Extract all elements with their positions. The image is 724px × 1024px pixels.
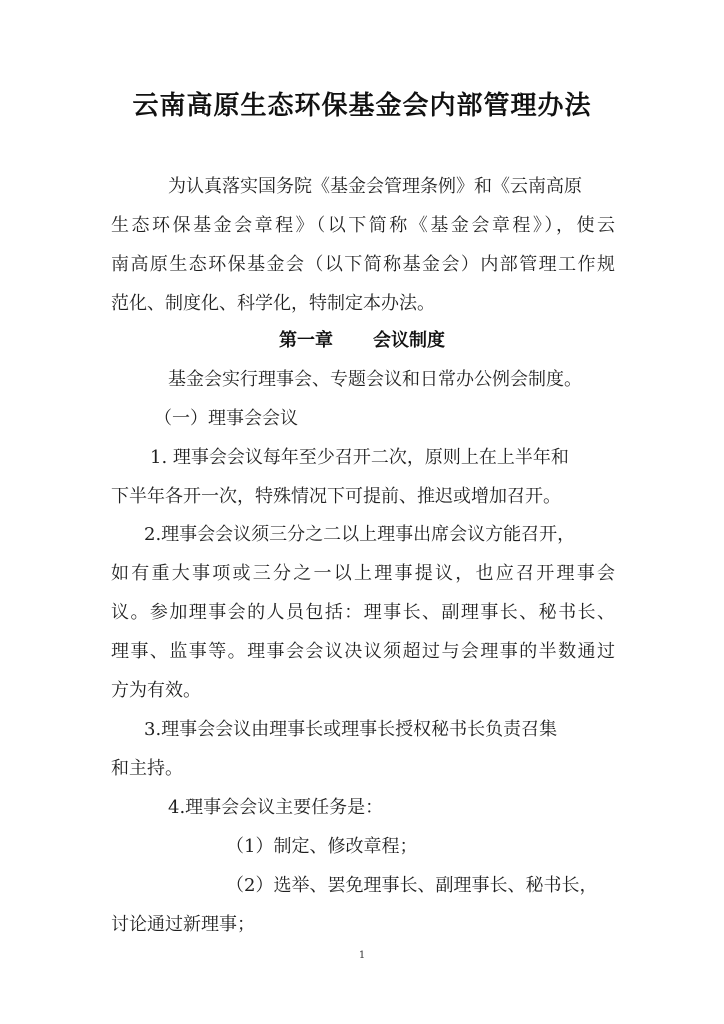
chapter-name: 会议制度 [373, 330, 445, 351]
item-2-line-3: 议。参加理事会的人员包括：理事长、副理事长、秘书长、 [111, 602, 615, 623]
page-number: 1 [358, 950, 366, 961]
item-1-line-1: 1. 理事会会议每年至少召开二次，原则上在上半年和 [150, 447, 569, 468]
intro-line-1: 为认真落实国务院《基金会管理条例》和《云南高原 [168, 176, 582, 197]
item-2-line-1: 2.理事会会议须三分之二以上理事出席会议方能召开， [144, 524, 576, 545]
item-3-line-1: 3.理事会会议由理事长或理事长授权秘书长负责召集 [144, 719, 558, 740]
sub-item-2-line-1: （2）选举、罢免理事长、副理事长、秘书长， [226, 875, 598, 896]
item-1-line-2: 下半年各开一次，特殊情况下可提前、推迟或增加召开。 [111, 486, 561, 507]
section-heading: （一）理事会会议 [154, 408, 298, 429]
item-4: 4.理事会会议主要任务是： [168, 797, 384, 818]
sub-item-2-line-2: 讨论通过新理事； [111, 914, 255, 935]
intro-line-2: 生态环保基金会章程》（以下简称《基金会章程》），使云 [111, 215, 615, 236]
chapter-lead: 基金会实行理事会、专题会议和日常办公例会制度。 [168, 369, 582, 390]
intro-line-3: 南高原生态环保基金会（以下简称基金会）内部管理工作规 [111, 254, 615, 275]
item-2-line-5: 方为有效。 [111, 680, 201, 701]
chapter-heading [0, 328, 724, 354]
item-2-line-2: 如有重大事项或三分之一以上理事提议，也应召开理事会 [111, 563, 615, 584]
item-2-line-4: 理事、监事等。理事会会议决议须超过与会理事的半数通过 [111, 641, 615, 662]
item-3-line-2: 和主持。 [111, 758, 183, 779]
sub-item-1: （1）制定、修改章程； [226, 836, 418, 857]
intro-line-4: 范化、制度化、科学化，特制定本办法。 [111, 293, 435, 314]
document-title: 云南高原生态环保基金会内部管理办法 [132, 91, 592, 121]
chapter-number: 第一章 [279, 330, 333, 351]
